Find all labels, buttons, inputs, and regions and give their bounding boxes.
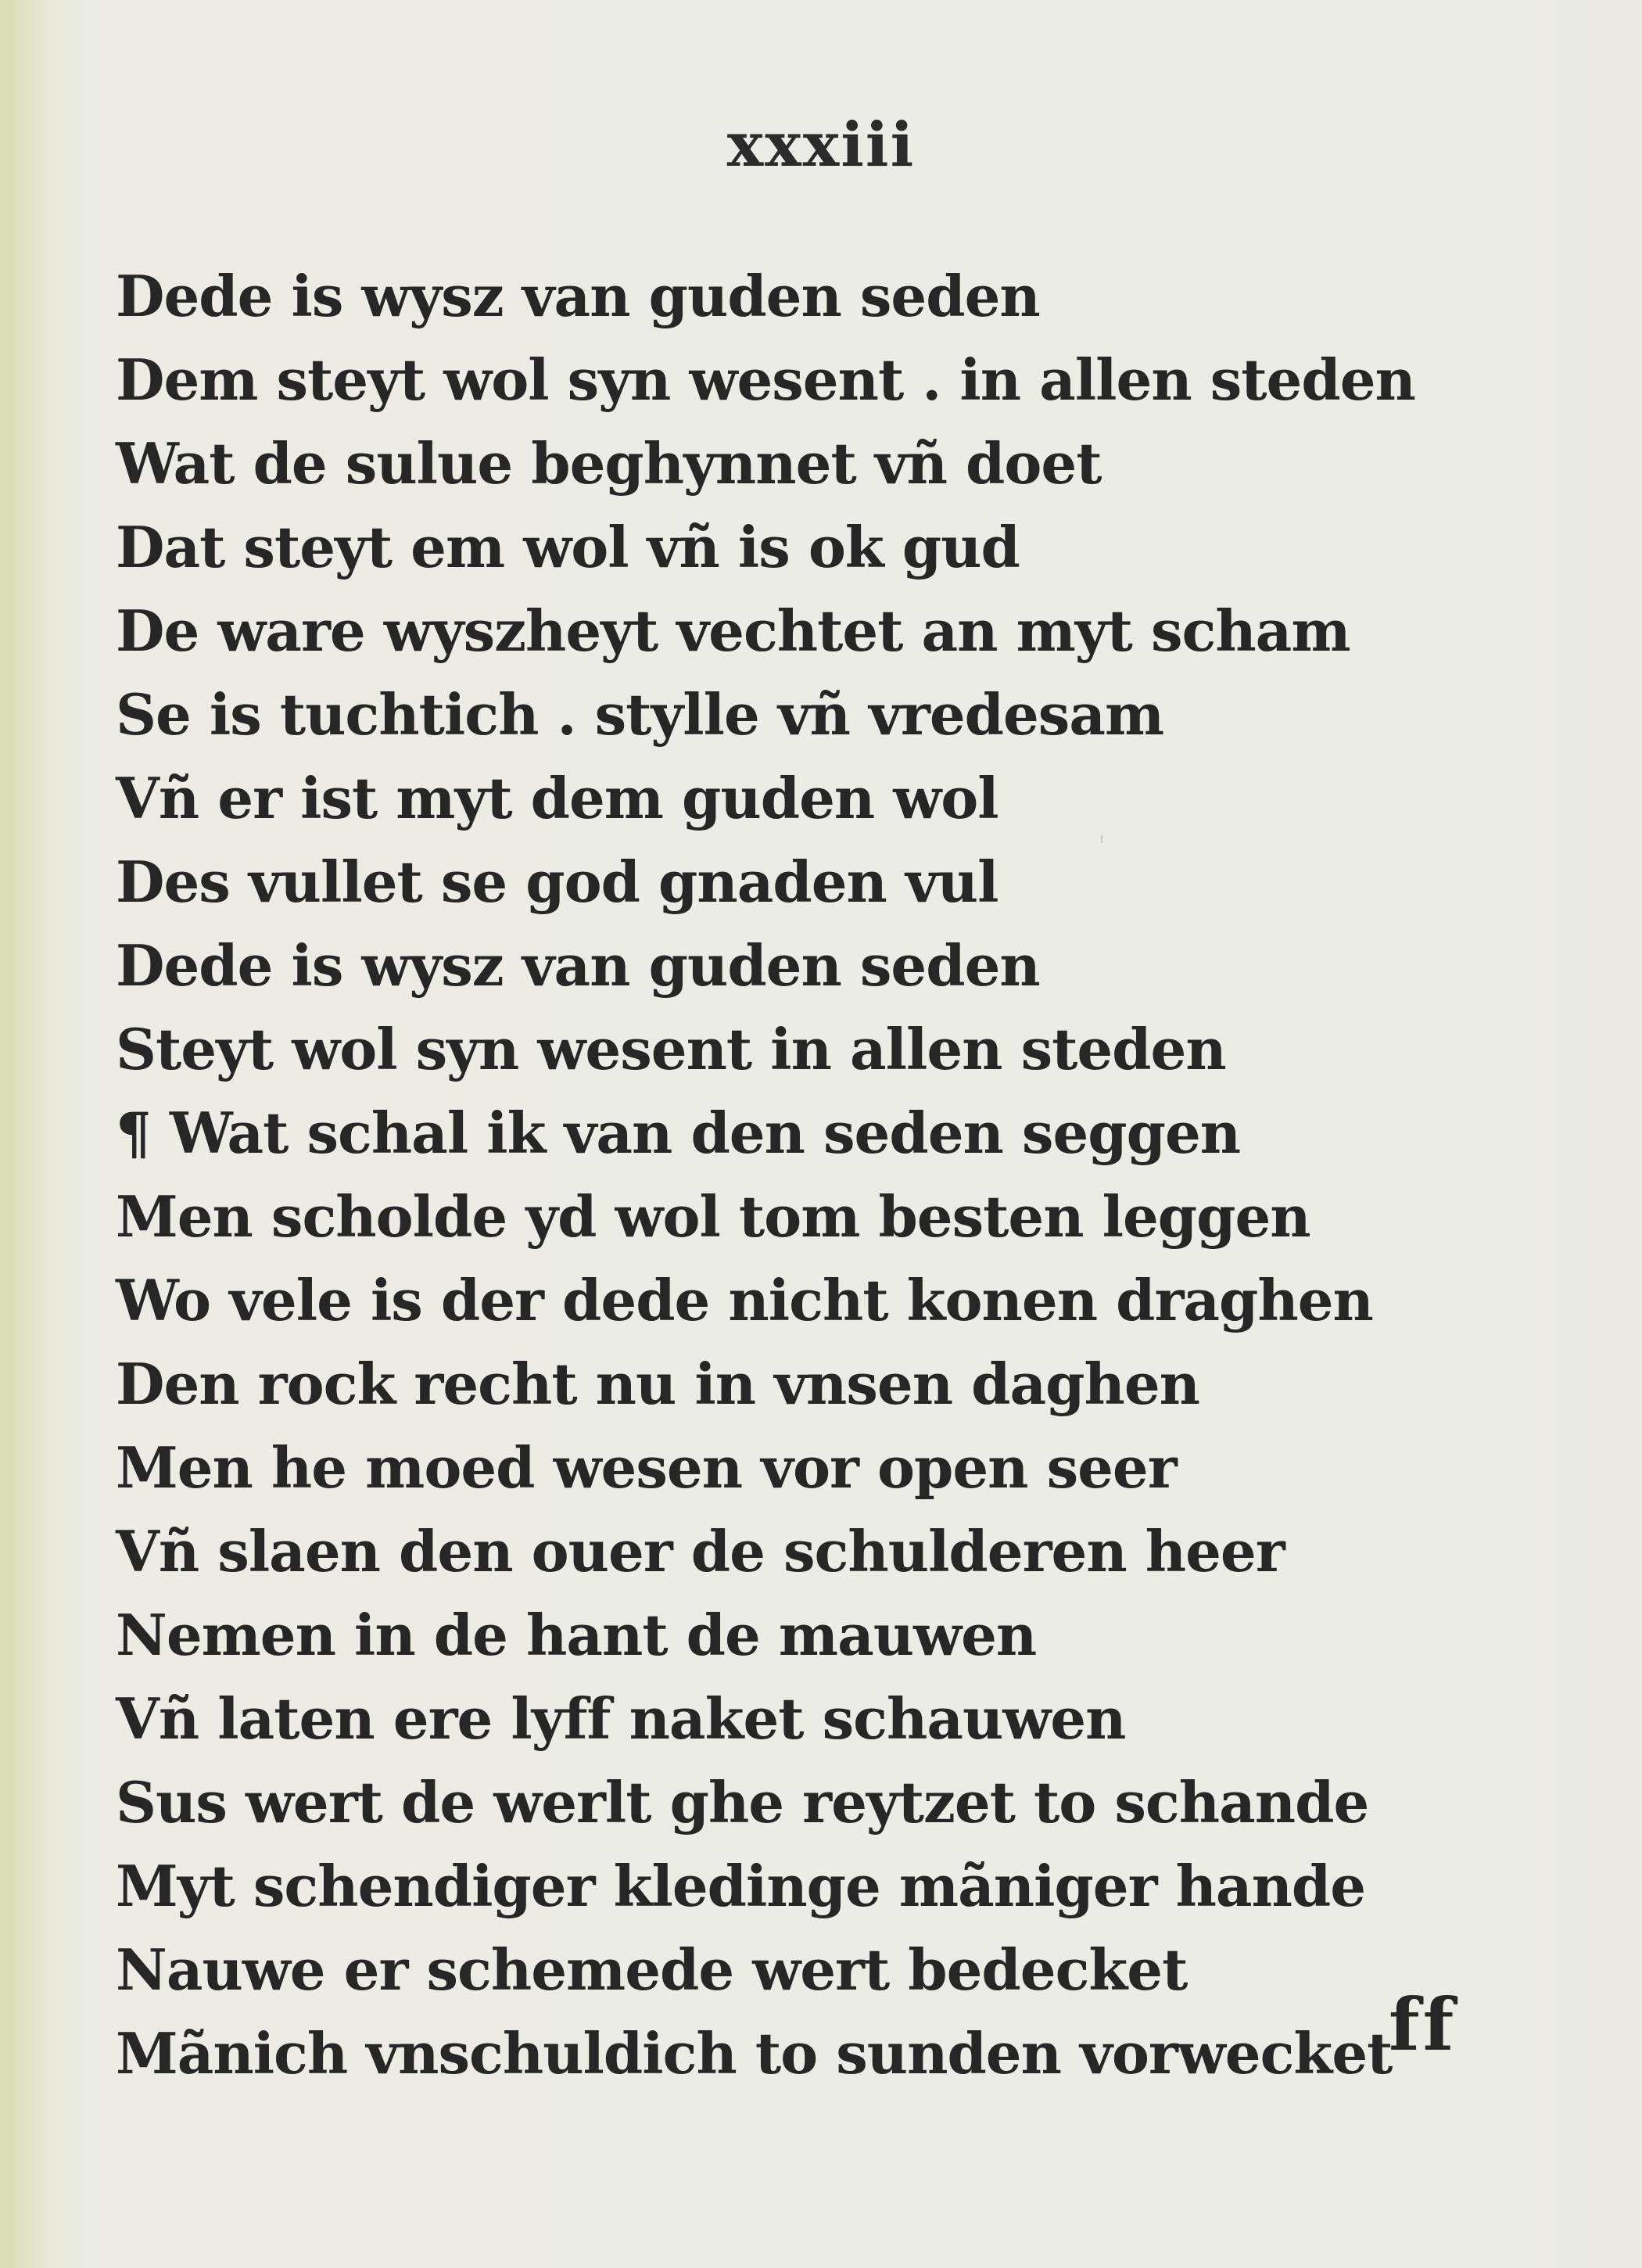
verse-line: De ware wyszheyt vechtet an myt scham — [116, 598, 1350, 664]
signature-mark: ff — [1389, 1983, 1457, 2067]
gutter-shadow — [0, 0, 55, 2268]
verse-line: Nemen in de hant de mauwen — [116, 1602, 1037, 1668]
verse-line: Men he moed wesen vor open seer — [116, 1434, 1177, 1501]
verse-text — [116, 254, 1601, 2095]
paper-speck — [1101, 835, 1102, 843]
verse-line: ¶ Wat schal ik van den seden seggen — [116, 1100, 1241, 1166]
verse-line: Steyt wol syn wesent in allen steden — [116, 1016, 1226, 1082]
verse-line: Den rock recht nu in vnsen daghen — [116, 1351, 1199, 1417]
verse-line: Nauwe er schemede wert bedecket — [116, 1936, 1188, 2003]
verse-line: Dat steyt em wol vñ is ok gud — [116, 514, 1020, 580]
verse-line: Dem steyt wol syn wesent . in allen steden — [116, 346, 1415, 413]
verse-line: Myt schendiger kledinge mãniger hande — [116, 1853, 1366, 1919]
verse-line: Vñ slaen den ouer de schulderen heer — [116, 1518, 1285, 1584]
verse-line: Mãnich vnschuldich to sunden vorwecket — [116, 2020, 1393, 2087]
verse-line: Wat de sulue beghynnet vñ doet — [116, 430, 1102, 497]
verse-line: Men scholde yd wol tom besten leggen — [116, 1183, 1310, 1250]
verse-line: Vñ er ist myt dem guden wol — [116, 765, 998, 831]
folio-number: xxxiii — [726, 109, 916, 181]
verse-line: Sus wert de werlt ghe reytzet to schande — [116, 1769, 1369, 1836]
verse-line: Dede is wysz van guden seden — [116, 932, 1040, 999]
verse-line: Se is tuchtich . stylle vñ vredesam — [116, 681, 1164, 748]
verse-line: Dede is wysz van guden seden — [116, 263, 1040, 329]
verse-line: Wo vele is der dede nicht konen draghen — [116, 1267, 1373, 1333]
verse-line: Des vullet se god gnaden vul — [116, 849, 998, 915]
verse-line: Vñ laten ere lyff naket schauwen — [116, 1685, 1126, 1752]
